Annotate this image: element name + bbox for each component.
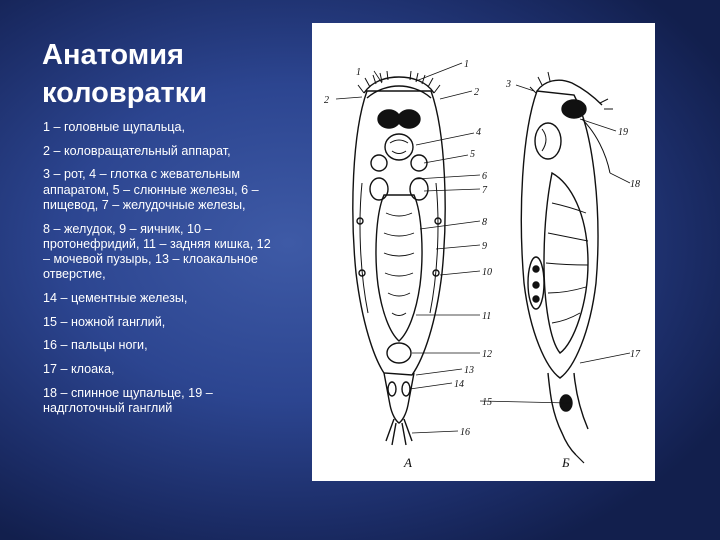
label-14: 14 [454, 379, 464, 390]
label-11: 11 [482, 311, 492, 322]
label-1-right: 1 [464, 59, 469, 70]
label-10: 10 [482, 267, 492, 278]
view-b-body [521, 72, 613, 463]
label-19: 19 [618, 127, 628, 138]
label-7: 7 [482, 185, 487, 196]
label-15: 15 [482, 397, 492, 408]
legend-paragraph: 16 – пальцы ноги, [43, 338, 148, 353]
label-6: 6 [482, 171, 487, 182]
label-3: 3 [506, 79, 511, 90]
rotifer-anatomy-figure [312, 23, 655, 481]
legend-text [43, 120, 279, 425]
view-a-body [353, 71, 445, 445]
label-2-left: 2 [324, 95, 329, 106]
label-4: 4 [476, 127, 481, 138]
label-13: 13 [464, 365, 474, 376]
legend-paragraph: 18 – спинное щупальце, 19 – надглоточный ганглий [43, 385, 213, 415]
legend-paragraph: 1 – головные щупальца, [43, 120, 185, 134]
label-18: 18 [630, 179, 640, 190]
label-5: 5 [470, 149, 475, 160]
legend-paragraph: 14 – цементные железы, [43, 290, 188, 305]
label-17: 17 [630, 349, 640, 360]
view-a-label: А [404, 455, 412, 470]
slide-title [42, 36, 282, 112]
legend-paragraph: 2 – коловращательный аппарат, [43, 143, 231, 158]
rotifer-drawing [312, 23, 655, 481]
title-line-2: коловратки [42, 77, 208, 109]
label-16: 16 [460, 427, 470, 438]
label-9: 9 [482, 241, 487, 252]
legend-paragraph: 17 – клоака, [43, 361, 115, 376]
label-1-left: 1 [356, 67, 361, 78]
legend-paragraph: 3 – рот, 4 – глотка с жевательным аппаратом, 5 – слюнные железы, 6 – пищевод, 7 – желудочные железы, [43, 167, 259, 212]
label-2-right: 2 [474, 87, 479, 98]
legend-paragraph: 15 – ножной ганглий, [43, 314, 166, 329]
title-line-1: Анатомия [42, 39, 184, 71]
label-8: 8 [482, 217, 487, 228]
legend-paragraph: 8 – желудок, 9 – яичник, 10 – протонефридий, 11 – задняя кишка, 12 – мочевой пузырь, 13 – клоакальное отверстие, [43, 221, 271, 282]
view-b-label: Б [562, 455, 570, 470]
label-12: 12 [482, 349, 492, 360]
